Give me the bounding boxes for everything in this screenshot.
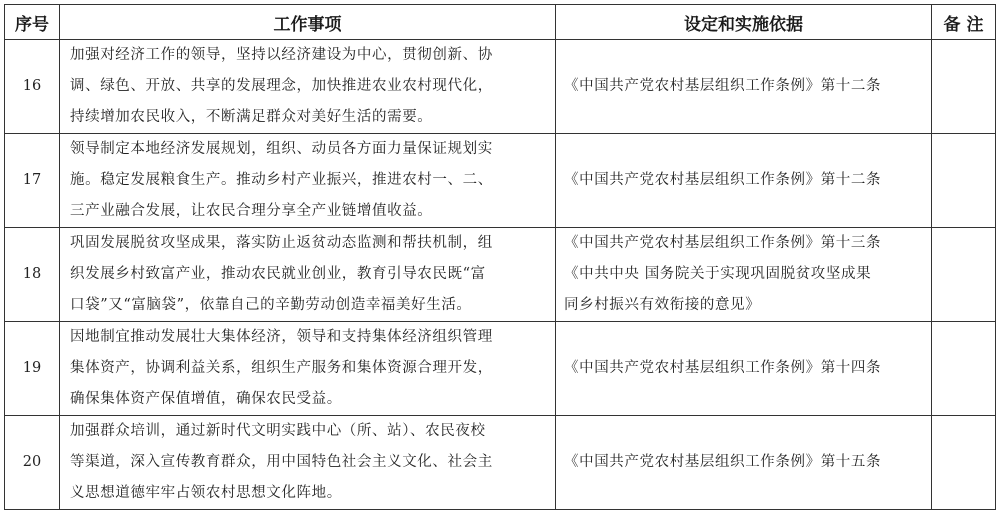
table-row	[5, 228, 996, 322]
row-number: 17	[5, 134, 60, 228]
row-number: 16	[5, 40, 60, 134]
table-row	[5, 416, 996, 510]
work-item-text-line: 加强群众培训，通过新时代文明实践中心（所、站）、农民夜校	[70, 423, 486, 439]
table-body	[5, 40, 996, 510]
work-item-text-line: 集体资产，协调利益关系，组织生产服务和集体资源合理开发，	[70, 360, 493, 376]
basis-cell	[556, 322, 932, 416]
basis-text-line: 《中国共产党农村基层组织工作条例》第十三条	[564, 235, 882, 251]
basis-text-line: 《中国共产党农村基层组织工作条例》第十二条	[564, 172, 882, 188]
work-item-text-line: 口袋”又“富脑袋”，依靠自己的辛勤劳动创造幸福美好生活。	[70, 297, 472, 313]
row-number: 20	[5, 416, 60, 510]
table-row	[5, 40, 996, 134]
work-item-cell	[60, 416, 556, 510]
basis-cell	[556, 416, 932, 510]
table-row	[5, 322, 996, 416]
work-item-text-line: 织发展乡村致富产业，推动农民就业创业，教育引导农民既“富	[70, 266, 486, 282]
basis-text-line: 《中国共产党农村基层组织工作条例》第十四条	[564, 360, 882, 376]
table-row	[5, 134, 996, 228]
basis-cell	[556, 134, 932, 228]
row-number: 18	[5, 228, 60, 322]
note-cell	[932, 322, 996, 416]
work-item-text-line: 义思想道德牢牢占领农村思想文化阵地。	[70, 485, 342, 501]
basis-text-line: 同乡村振兴有效衔接的意见》	[564, 297, 761, 313]
note-cell	[932, 40, 996, 134]
basis-text-line: 《中共中央 国务院关于实现巩固脱贫攻坚成果	[564, 266, 872, 282]
work-item-text-line: 调、绿色、开放、共享的发展理念，加快推进农业农村现代化，	[70, 78, 493, 94]
work-item-text-line: 因地制宜推动发展壮大集体经济，领导和支持集体经济组织管理	[70, 329, 493, 345]
work-items-table	[4, 4, 996, 510]
work-item-text-line: 确保集体资产保值增值，确保农民受益。	[70, 391, 342, 407]
work-item-cell	[60, 322, 556, 416]
work-item-text-line: 等渠道，深入宣传教育群众，用中国特色社会主义文化、社会主	[70, 454, 493, 470]
header-item: 工作事项	[60, 5, 556, 40]
work-item-text-line: 巩固发展脱贫攻坚成果，落实防止返贫动态监测和帮扶机制，组	[70, 235, 493, 251]
basis-text-line: 《中国共产党农村基层组织工作条例》第十二条	[564, 78, 882, 94]
work-item-text-line: 施。稳定发展粮食生产。推动乡村产业振兴，推进农村一、二、	[70, 172, 493, 188]
table-header-row	[5, 5, 996, 40]
work-item-cell	[60, 134, 556, 228]
note-cell	[932, 416, 996, 510]
header-note: 备 注	[932, 5, 996, 40]
basis-cell	[556, 40, 932, 134]
work-item-cell	[60, 228, 556, 322]
note-cell	[932, 134, 996, 228]
work-item-text-line: 加强对经济工作的领导，坚持以经济建设为中心，贯彻创新、协	[70, 47, 493, 63]
header-basis: 设定和实施依据	[556, 5, 932, 40]
header-seq: 序号	[5, 5, 60, 40]
basis-cell	[556, 228, 932, 322]
work-item-cell	[60, 40, 556, 134]
work-item-text-line: 领导制定本地经济发展规划，组织、动员各方面力量保证规划实	[70, 141, 493, 157]
basis-text-line: 《中国共产党农村基层组织工作条例》第十五条	[564, 454, 882, 470]
work-item-text-line: 持续增加农民收入，不断满足群众对美好生活的需要。	[70, 109, 433, 125]
row-number: 19	[5, 322, 60, 416]
work-item-text-line: 三产业融合发展，让农民合理分享全产业链增值收益。	[70, 203, 433, 219]
note-cell	[932, 228, 996, 322]
